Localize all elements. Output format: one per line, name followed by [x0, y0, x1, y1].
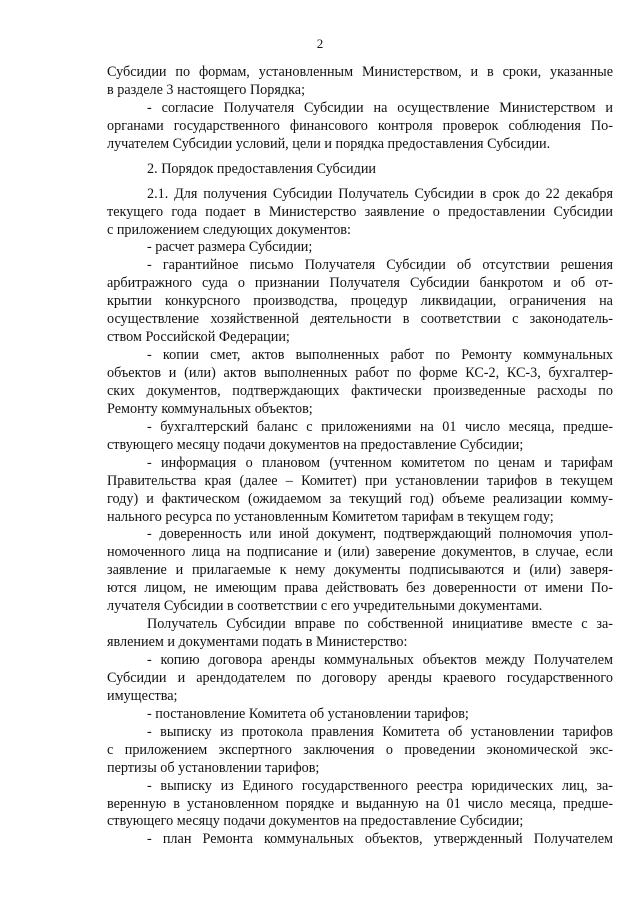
text-line: ются лицом, не имеющим права действовать без доверенности от имени По- [107, 580, 613, 597]
document-body [107, 64, 613, 849]
text-line: Субсидии по формам, установленным Министерством, и в сроки, указанные [107, 64, 613, 80]
text-line: с приложением экспертного заключения о проведении экономической экс- [107, 741, 613, 758]
text-line: году) и фактическом (ожидаемом за текущий год) объеме реализации комму- [107, 490, 613, 507]
text-line: Субсидии и арендодателем по договору аренды краевого государственного [107, 669, 613, 686]
section-heading: 2. Порядок предоставления Субсидии [147, 160, 377, 177]
text-line: явлением и документами подать в Министерство: [107, 634, 408, 651]
text-line: - постановление Комитета об установлении тарифов; [147, 705, 469, 722]
text-line: Ремонту коммунальных объектов; [107, 400, 313, 417]
text-line: ством Российской Федерации; [107, 329, 290, 346]
text-line: нального ресурса по установленным Комитетом тарифам в текущем году; [107, 508, 554, 525]
text-line: номоченного лица на подписание и (или) заверение документов, в случае, если [107, 544, 613, 561]
text-line: лучателем Субсидии условий, цели и порядка предоставления Субсидии. [107, 135, 551, 152]
text-line: имущества; [107, 687, 178, 704]
text-line: органами государственного финансового контроля проверок соблюдения По- [107, 117, 613, 134]
text-line: 2.1. Для получения Субсидии Получатель Субсидии в срок до 22 декабря [147, 185, 613, 202]
page-number: 2 [316, 36, 324, 51]
text-line: - копии смет, актов выполненных работ по Ремонту коммунальных [147, 347, 613, 364]
text-line: пертизы об установлении тарифов; [107, 759, 320, 776]
text-line: - расчет размера Субсидии; [147, 239, 313, 256]
text-line: лучателя Субсидии в соответствии с его учредительными документами. [107, 598, 543, 615]
text-line: Получатель Субсидии вправе по собственной инициативе вместе с за- [147, 616, 613, 633]
text-line: веренную в установленном порядке и выданную на 01 число месяца, предше- [107, 795, 613, 812]
text-line: - выписку из Единого государственного реестра юридических лиц, за- [147, 777, 613, 794]
text-line: - бухгалтерский баланс с приложениями на 01 число месяца, предше- [147, 418, 613, 435]
text-line: - информация о плановом (учтенном комитетом по ценам и тарифам [147, 454, 613, 471]
text-line: крытии конкурсного производства, процедур ликвидации, ограничения на [107, 293, 613, 310]
text-line: - гарантийное письмо Получателя Субсидии об отсутствии решения [147, 257, 613, 274]
text-line: арбитражного суда о признании Получателя Субсидии банкротом и об от- [107, 275, 613, 292]
text-line: - доверенность или иной документ, подтверждающий полномочия упол- [147, 526, 613, 543]
text-line: ских документов, подтверждающих фактически произведенные расходы по [107, 382, 613, 399]
text-line: с приложением следующих документов: [107, 221, 351, 238]
text-line: в разделе 3 настоящего Порядка; [107, 81, 306, 98]
text-line: заявление и прилагаемые к нему документы подписываются и (или) заверя- [107, 562, 613, 579]
text-line: текущего года подает в Министерство заявление о предоставлении Субсидии [107, 203, 613, 220]
text-line: - копию договора аренды коммунальных объектов между Получателем [147, 652, 613, 668]
text-line: осуществление хозяйственной деятельности в соответствии с законодатель- [107, 311, 613, 328]
text-line: - выписку из протокола правления Комитета об установлении тарифов [147, 723, 613, 740]
text-line: - согласие Получателя Субсидии на осуществление Министерством и [147, 99, 613, 116]
text-line: объектов и (или) актов выполненных работ по форме КС-2, КС-3, бухгалтер- [107, 365, 613, 381]
text-line: ствующего месяцу подачи документов на предоставление Субсидии; [107, 813, 524, 830]
text-line: ствующего месяцу подачи документов на предоставление Субсидии; [107, 436, 524, 453]
text-line: Правительства края (далее – Комитет) при установлении тарифов в текущем [107, 472, 613, 489]
text-line: - план Ремонта коммунальных объектов, утвержденный Получателем [147, 831, 613, 848]
